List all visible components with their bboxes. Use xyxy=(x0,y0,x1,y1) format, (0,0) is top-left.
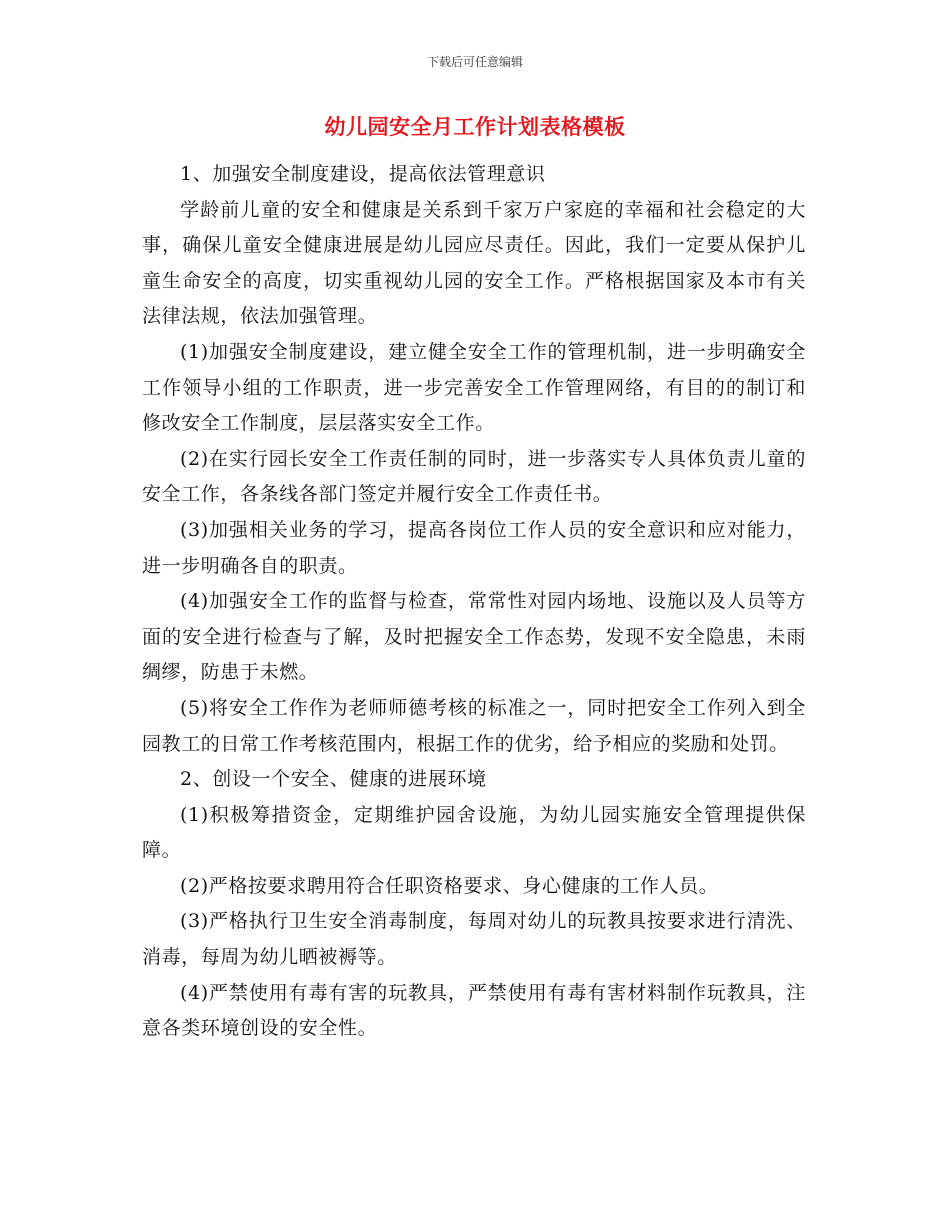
paragraph-env-3: (3)严格执行卫生安全消毒制度，每周对幼儿的玩教具按要求进行清洗、消毒，每周为幼儿晒被褥等。 xyxy=(142,910,806,969)
header-note: 下载后可任意编辑 xyxy=(426,55,523,69)
paragraph-env-1: (1)积极筹措资金，定期维护园舍设施，为幼儿园实施安全管理提供保障。 xyxy=(142,803,806,862)
section-heading-1: 1、加强安全制度建设，提高依法管理意识 xyxy=(180,163,546,185)
section-heading-2: 2、创设一个安全、健康的进展环境 xyxy=(180,768,487,791)
paragraph-item-1: (1)加强安全制度建设，建立健全安全工作的管理机制，进一步明确安全工作领导小组的工作职责，进一步完善安全工作管理网络，有目的的制订和修改安全工作制度，层层落实安全工作。 xyxy=(142,340,806,435)
document-title: 幼儿园安全月工作计划表格模板 xyxy=(324,114,626,139)
paragraph-intro: 学龄前儿童的安全和健康是关系到千家万户家庭的幸福和社会稳定的大事，确保儿童安全健康进展是幼儿园应尽责任。因此，我们一定要从保护儿童生命安全的高度，切实重视幼儿园的安全工作。严格根据国家及本市有关法律法规，依法加强管理。 xyxy=(142,198,806,328)
paragraph-item-5: (5)将安全工作作为老师师德考核的标准之一，同时把安全工作列入到全园教工的日常工作考核范围内，根据工作的优劣，给予相应的奖励和处罚。 xyxy=(142,696,806,755)
document-body xyxy=(142,157,806,1047)
paragraph-item-3: (3)加强相关业务的学习，提高各岗位工作人员的安全意识和应对能力，进一步明确各自的职责。 xyxy=(142,518,806,577)
paragraph-env-2: (2)严格按要求聘用符合任职资格要求、身心健康的工作人员。 xyxy=(180,874,719,897)
paragraph-item-4: (4)加强安全工作的监督与检查，常常性对园内场地、设施以及人员等方面的安全进行检查与了解，及时把握安全工作态势，发现不安全隐患，未雨绸缪，防患于未燃。 xyxy=(142,590,806,684)
paragraph-env-4: (4)严禁使用有毒有害的玩教具，严禁使用有毒有害材料制作玩教具，注意各类环境创设的安全性。 xyxy=(142,981,806,1040)
paragraph-item-2: (2)在实行园长安全工作责任制的同时，进一步落实专人具体负责儿童的安全工作，各条线各部门签定并履行安全工作责任书。 xyxy=(142,447,806,506)
